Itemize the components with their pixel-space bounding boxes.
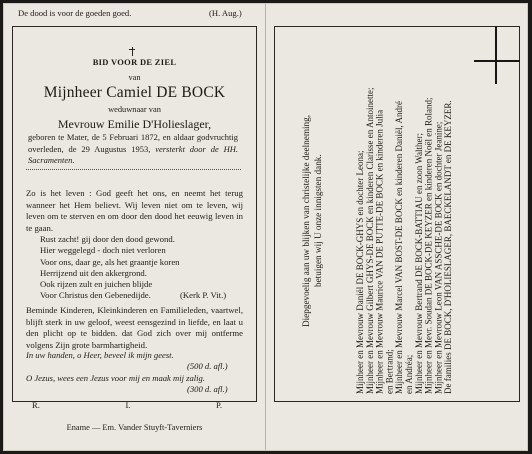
thanks-text xyxy=(300,96,324,346)
prayer-indulgence: (500 d. afl.) xyxy=(187,361,228,371)
header-quote-source: (H. Aug.) xyxy=(209,8,242,18)
small-cross-icon xyxy=(129,47,135,56)
family-line: Mijnheer en Mevrouw Gilbert GHYS-DE BOCK en kinderen Clarisse en Antoinette; xyxy=(364,87,375,394)
paragraph-farewell: Beminde Kinderen, Kleinkinderen en Familieleden, vaartwel, blijft sterk in uw geloof, weest eensgezind in liefde, en laat u den plicht op te bidden. dat God zich over mij ontferme volgens Zijn grote barmhartigheid. xyxy=(26,305,243,350)
poem-reference: (Kerk P. Vit.) xyxy=(180,290,227,300)
poem-line: Voor Christus den Gebenedijde. xyxy=(40,290,151,301)
prayer-line: In uw handen, o Heer, beveel ik mijn geest. xyxy=(26,350,174,360)
left-panel xyxy=(4,4,266,450)
rip-letter: I. xyxy=(125,400,131,410)
family-line: Mijnheer en Mevr. Soudan DE BOCK-DE KEYZER en kinderen Noël en Roland; xyxy=(423,97,434,394)
prayer-indulgence: (300 d. afl.) xyxy=(187,384,228,394)
poem-line: Voor ons, daar ge, als het graantje koren xyxy=(40,256,180,267)
family-line: Mijnheer en Mevrouw Marcel VAN BOST-DE BOCK en kinderen Daniël, André xyxy=(394,100,405,394)
family-line: en Bertrand; xyxy=(384,349,395,394)
sacraments-text: versterkt door de HH. Sacramenten. xyxy=(28,143,238,165)
poem xyxy=(40,234,180,302)
thanks-line: betuigen wij U onze innigsten dank. xyxy=(313,154,323,288)
family-line: Mijnheer en Mevrouw Leon VAN ASSCHE-DE BOCK en dochter Jeanine; xyxy=(433,121,444,394)
memorial-card xyxy=(3,3,528,451)
rip-letter: P. xyxy=(216,400,222,410)
rip-letters xyxy=(32,400,222,410)
deceased-name: Mijnheer Camiel DE BOCK xyxy=(43,84,226,101)
thanks-line: Diepgevoelig aan uw blijken van christelijke deelneming, xyxy=(301,115,311,328)
prayer-request: BID VOOR DE ZIEL xyxy=(92,57,177,67)
printer-credit: Ename — Em. Vander Stuyft-Taverniers xyxy=(66,423,203,432)
poem-line: Hier weggelegd - doch niet verloren xyxy=(40,245,166,256)
poem-line: Ook rijzen zult en juichen blijde xyxy=(40,279,153,290)
family-line: De families DE BOCK, D'HOLIESLAGER, BAECKELANDT en DE KEYZER. xyxy=(443,100,454,394)
birth-text xyxy=(28,132,238,167)
poem-line: Herrijzend uit den akkergrond. xyxy=(40,267,147,278)
header-quote: De dood is voor de goeden goed. xyxy=(18,8,132,18)
poem-line: Rust zacht! gij door den dood gewond. xyxy=(40,234,175,244)
large-cross-icon xyxy=(474,26,520,84)
rip-letter: R. xyxy=(32,400,40,410)
spouse-name: Mevrouw Emilie D'Holieslager, xyxy=(57,117,212,131)
dotted-divider xyxy=(26,169,241,171)
family-line: Mijnheer en Mevrouw Maurice VAN DE PUTTE-DE BOCK en kinderen Julia xyxy=(374,109,385,394)
prayer-line: O Jezus, wees een Jezus voor mij en maak mij zalig. xyxy=(26,373,206,383)
family-list xyxy=(356,64,454,394)
family-line: en Andréa; xyxy=(403,354,414,394)
paragraph-life: Zo is het leven : God geeft het ons, en neemt het terug wanneer het Hem believt. Wij leven niet om te leven, wij leven om te sterven en om door den dood het eeuwig leven in te gaan. xyxy=(26,188,243,233)
birth-details: geboren te Mater, de 5 Februari 1872, en aldaar godvruchtig overleden, de 29 Augustus 1953, xyxy=(28,132,238,154)
van-label: van xyxy=(128,73,141,82)
family-line: Mijnheer en Mevrouw Daniël DE BOCK-GHYS en dochter Leona; xyxy=(355,150,365,394)
family-line: Mijnheer en Mevrouw Bertrand DE BOCK-BATTIAU en zoon Walther; xyxy=(413,132,424,394)
relation-label: weduwnaar van xyxy=(108,105,161,114)
